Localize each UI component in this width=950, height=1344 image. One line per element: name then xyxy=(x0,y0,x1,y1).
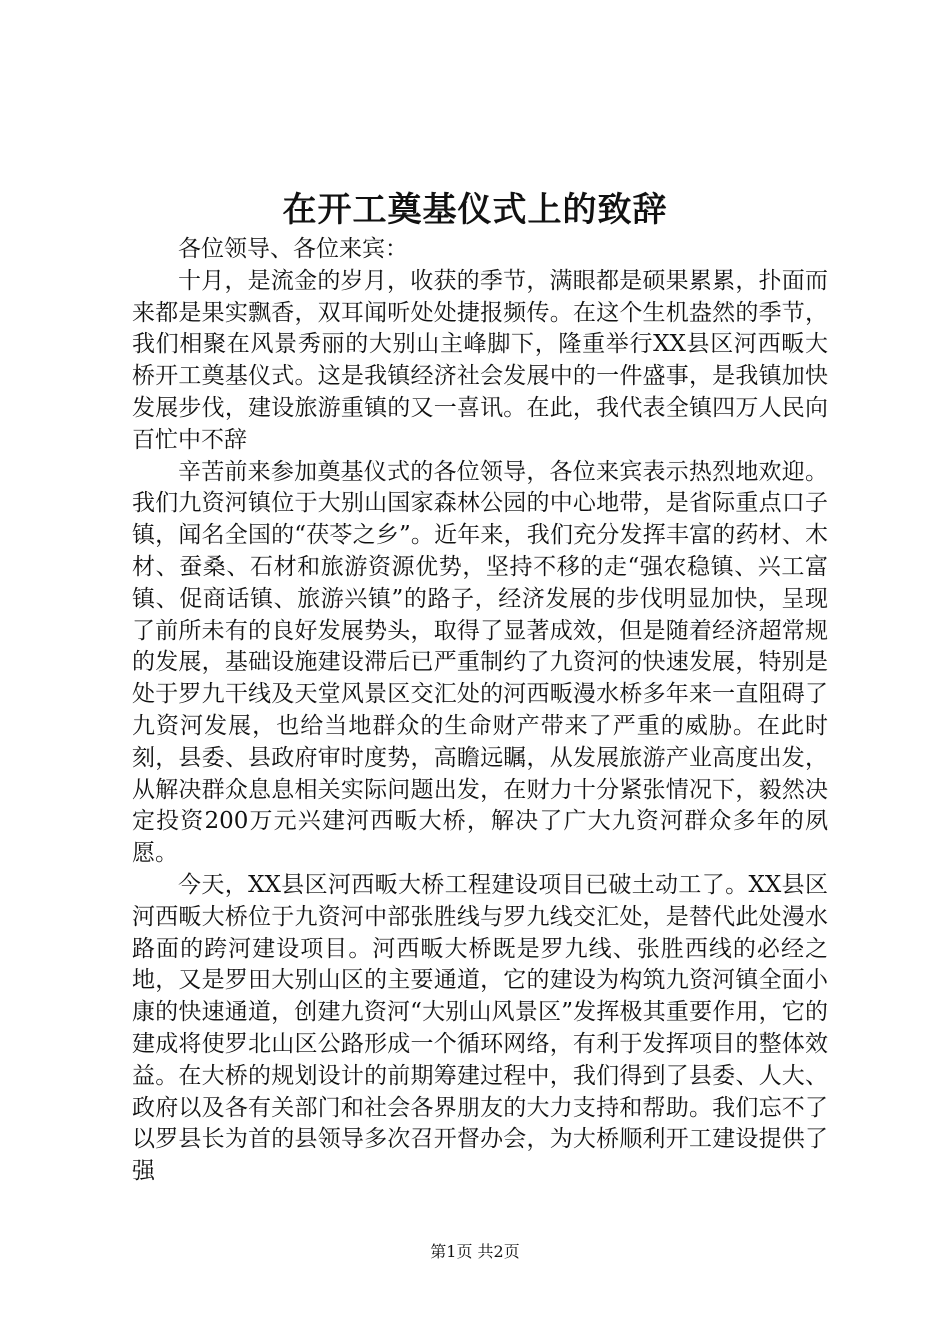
paragraph-3: 今天，XX县区河西畈大桥工程建设项目已破土动工了。XX县区河西畈大桥位于九资河中部张胜线与罗九线交汇处，是替代此处漫水路面的跨河建设项目。河西畈大桥既是罗九线、张胜西线的必经之地，又是罗田大别山区的主要通道，它的建设为构筑九资河镇全面小康的快速通道，创建九资河“大别山风景区”发挥极其重要作用，它的建成将使罗北山区公路形成一个循环网络，有利于发挥项目的整体效益。在大桥的规划设计的前期筹建过程中，我们得到了县委、人大、政府以及各有关部门和社会各界朋友的大力支持和帮助。我们忘不了以罗县长为首的县领导多次召开督办会，为大桥顺利开工建设提供了强 xyxy=(132,871,828,1185)
document-title: 在开工奠基仪式上的致辞 xyxy=(282,190,668,230)
page-number-footer: 第1页 共2页 xyxy=(430,1242,520,1261)
paragraph-1: 十月，是流金的岁月，收获的季节，满眼都是硕果累累，扑面而来都是果实飘香，双耳闻听处处捷报频传。在这个生机盎然的季节，我们相聚在风景秀丽的大别山主峰脚下，隆重举行XX县区河西畈大桥开工奠基仪式。这是我镇经济社会发展中的一件盛事，是我镇加快发展步伐，建设旅游重镇的又一喜讯。在此，我代表全镇四万人民向百忙中不辞 xyxy=(132,267,828,453)
paragraph-2: 辛苦前来参加奠基仪式的各位领导，各位来宾表示热烈地欢迎。我们九资河镇位于大别山国家森林公园的中心地带，是省际重点口子镇，闻名全国的“茯苓之乡”。近年来，我们充分发挥丰富的药材、木材、蚕桑、石材和旅游资源优势，坚持不移的走“强农稳镇、兴工富镇、促商话镇、旅游兴镇”的路子，经济发展的步伐明显加快，呈现了前所未有的良好发展势头，取得了显著成效，但是随着经济超常规的发展，基础设施建设滞后已严重制约了九资河的快速发展，特别是处于罗九干线及天堂风景区交汇处的河西畈漫水桥多年来一直阻碍了九资河发展，也给当地群众的生命财产带来了严重的威胁。在此时刻，县委、县政府审时度势，高瞻远瞩，从发展旅游产业高度出发，从解决群众息息相关实际问题出发，在财力十分紧张情况下，毅然决定投资200万元兴建河西畈大桥，解决了广大九资河群众多年的夙愿。 xyxy=(132,458,828,867)
document-body xyxy=(132,234,828,1188)
paragraph-salutation: 各位领导、各位来宾： xyxy=(178,236,408,262)
